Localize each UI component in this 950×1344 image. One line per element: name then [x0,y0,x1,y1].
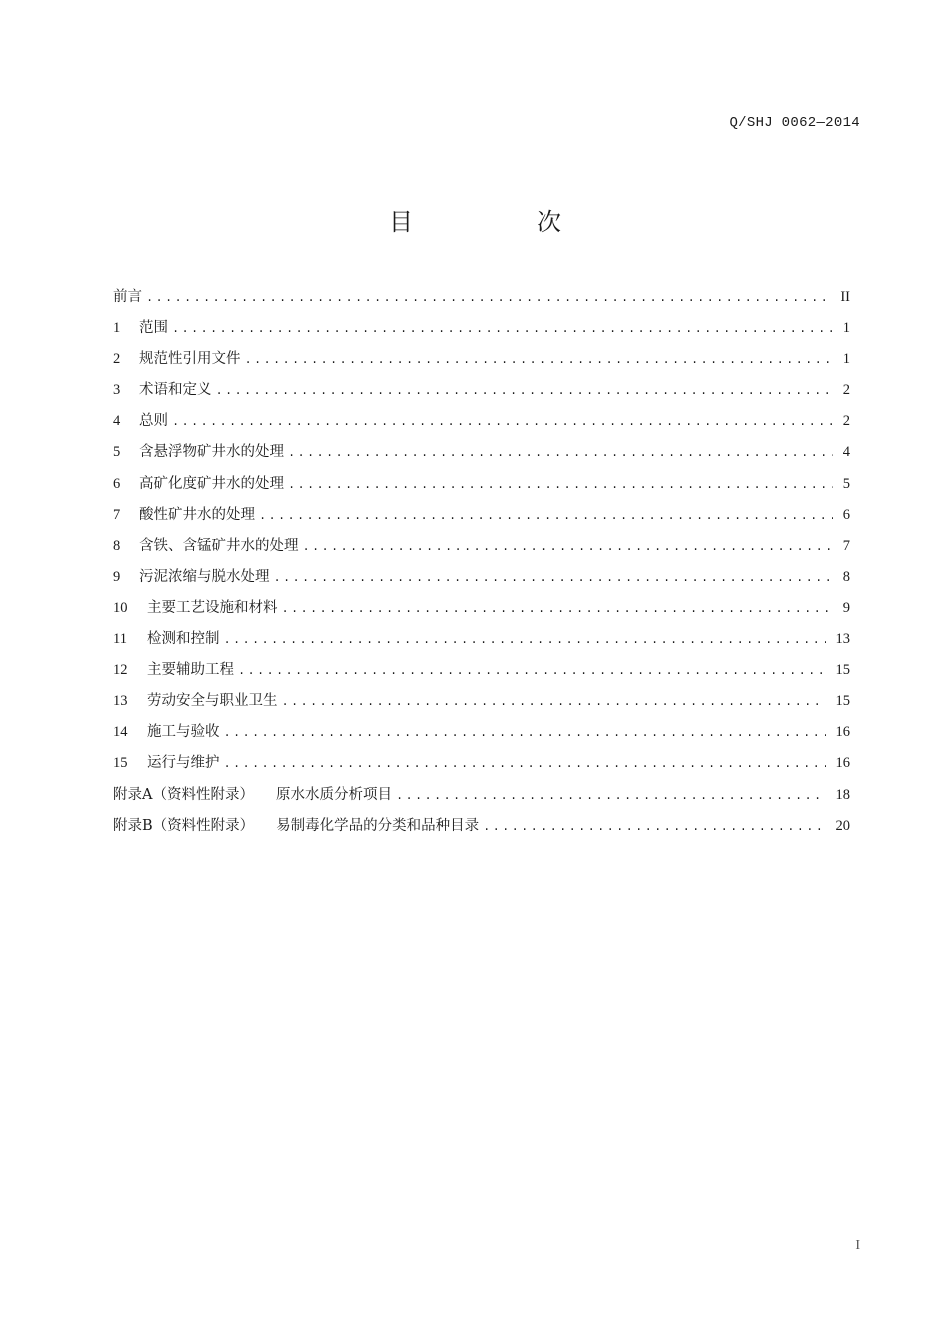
toc-entry-label: 原水水质分析项目 [275,786,392,803]
toc-entry-label: 术语和定义 [139,382,212,399]
toc-entry-label: 含铁、含锰矿井水的处理 [139,537,299,554]
toc-leader-dots [245,353,833,367]
toc-leader-dots [224,726,826,740]
toc-entry-foreword[interactable] [113,285,850,316]
toc-entry-page: 20 [835,817,850,834]
table-of-contents [113,285,850,845]
toc-entry-10[interactable] [113,596,850,627]
toc-entry-number: 15 [113,755,128,772]
toc-leader-dots [483,820,825,834]
toc-entry-label: 总则 [139,413,168,430]
toc-entry-page: 2 [842,382,850,399]
toc-entry-label: 前言 [113,289,142,305]
toc-entry-7[interactable] [113,503,850,534]
toc-entry-page: II [840,289,850,305]
toc-entry-page: 16 [835,755,850,772]
toc-leader-dots [303,540,833,554]
toc-entry-appendix-a[interactable] [113,783,850,814]
toc-entry-14[interactable] [113,720,850,751]
toc-entry-page: 16 [835,724,850,741]
toc-leader-dots [396,789,826,803]
toc-entry-label: 范围 [139,320,168,337]
toc-entry-page: 1 [842,351,850,368]
toc-leader-dots [146,291,830,305]
toc-entry-9[interactable] [113,565,850,596]
toc-entry-page: 8 [842,568,850,585]
toc-leader-dots [238,664,826,678]
toc-entry-label: 运行与维护 [147,755,220,772]
toc-entry-page: 2 [842,413,850,430]
toc-appendix-prefix: 附录A（资料性附录） [113,786,254,803]
toc-entry-2[interactable] [113,347,850,378]
toc-entry-label: 检测和控制 [147,631,220,648]
toc-entry-number: 7 [113,506,121,523]
toc-entry-number: 9 [113,568,121,585]
document-id: Q/SHJ 0062—2014 [729,115,860,131]
toc-entry-label: 规范性引用文件 [139,351,241,368]
toc-entry-appendix-b[interactable] [113,814,850,845]
toc-entry-1[interactable] [113,316,850,347]
toc-leader-dots [288,478,833,492]
toc-leader-dots [224,757,826,771]
toc-entry-number: 1 [113,320,121,337]
toc-leader-dots [172,322,833,336]
toc-entry-number: 3 [113,382,121,399]
toc-entry-page: 5 [842,475,850,492]
toc-entry-number: 14 [113,724,128,741]
toc-leader-dots [282,602,833,616]
toc-leader-dots [172,415,833,429]
toc-entry-5[interactable] [113,440,850,471]
toc-entry-page: 6 [842,506,850,523]
toc-entry-label: 劳动安全与职业卫生 [147,693,278,710]
toc-entry-number: 6 [113,475,121,492]
toc-entry-13[interactable] [113,689,850,720]
toc-leader-dots [216,384,833,398]
toc-entry-label: 含悬浮物矿井水的处理 [139,444,284,461]
toc-entry-number: 10 [113,599,128,616]
toc-entry-11[interactable] [113,627,850,658]
toc-entry-label: 高矿化度矿井水的处理 [139,475,284,492]
toc-entry-label: 主要工艺设施和材料 [147,599,278,616]
toc-entry-label: 施工与验收 [147,724,220,741]
toc-entry-6[interactable] [113,472,850,503]
toc-entry-number: 8 [113,537,121,554]
toc-entry-number: 4 [113,413,121,430]
toc-leader-dots [282,695,826,709]
toc-entry-number: 12 [113,662,128,679]
toc-entry-number: 11 [113,631,127,648]
toc-entry-page: 9 [842,599,850,616]
toc-entry-page: 4 [842,444,850,461]
toc-leader-dots [259,509,833,523]
toc-entry-label: 污泥浓缩与脱水处理 [139,568,270,585]
page-number: I [855,1238,860,1253]
toc-entry-page: 7 [842,537,850,554]
toc-entry-12[interactable] [113,658,850,689]
toc-entry-3[interactable] [113,378,850,409]
toc-appendix-prefix: 附录B（资料性附录） [113,817,255,834]
toc-entry-label: 主要辅助工程 [147,662,234,679]
toc-entry-page: 18 [835,786,850,803]
toc-entry-label: 易制毒化学品的分类和品种目录 [276,817,480,834]
toc-entry-number: 13 [113,693,128,710]
page-title: 目 次 [389,208,611,236]
toc-leader-dots [274,571,833,585]
toc-entry-page: 1 [842,320,850,337]
toc-entry-4[interactable] [113,409,850,440]
toc-entry-page: 15 [835,693,850,710]
toc-entry-number: 2 [113,351,121,368]
toc-entry-page: 13 [835,631,850,648]
toc-entry-15[interactable] [113,751,850,782]
toc-entry-label: 酸性矿井水的处理 [139,506,255,523]
toc-entry-8[interactable] [113,534,850,565]
toc-leader-dots [288,446,833,460]
toc-entry-number: 5 [113,444,121,461]
toc-leader-dots [224,633,826,647]
toc-entry-page: 15 [835,662,850,679]
